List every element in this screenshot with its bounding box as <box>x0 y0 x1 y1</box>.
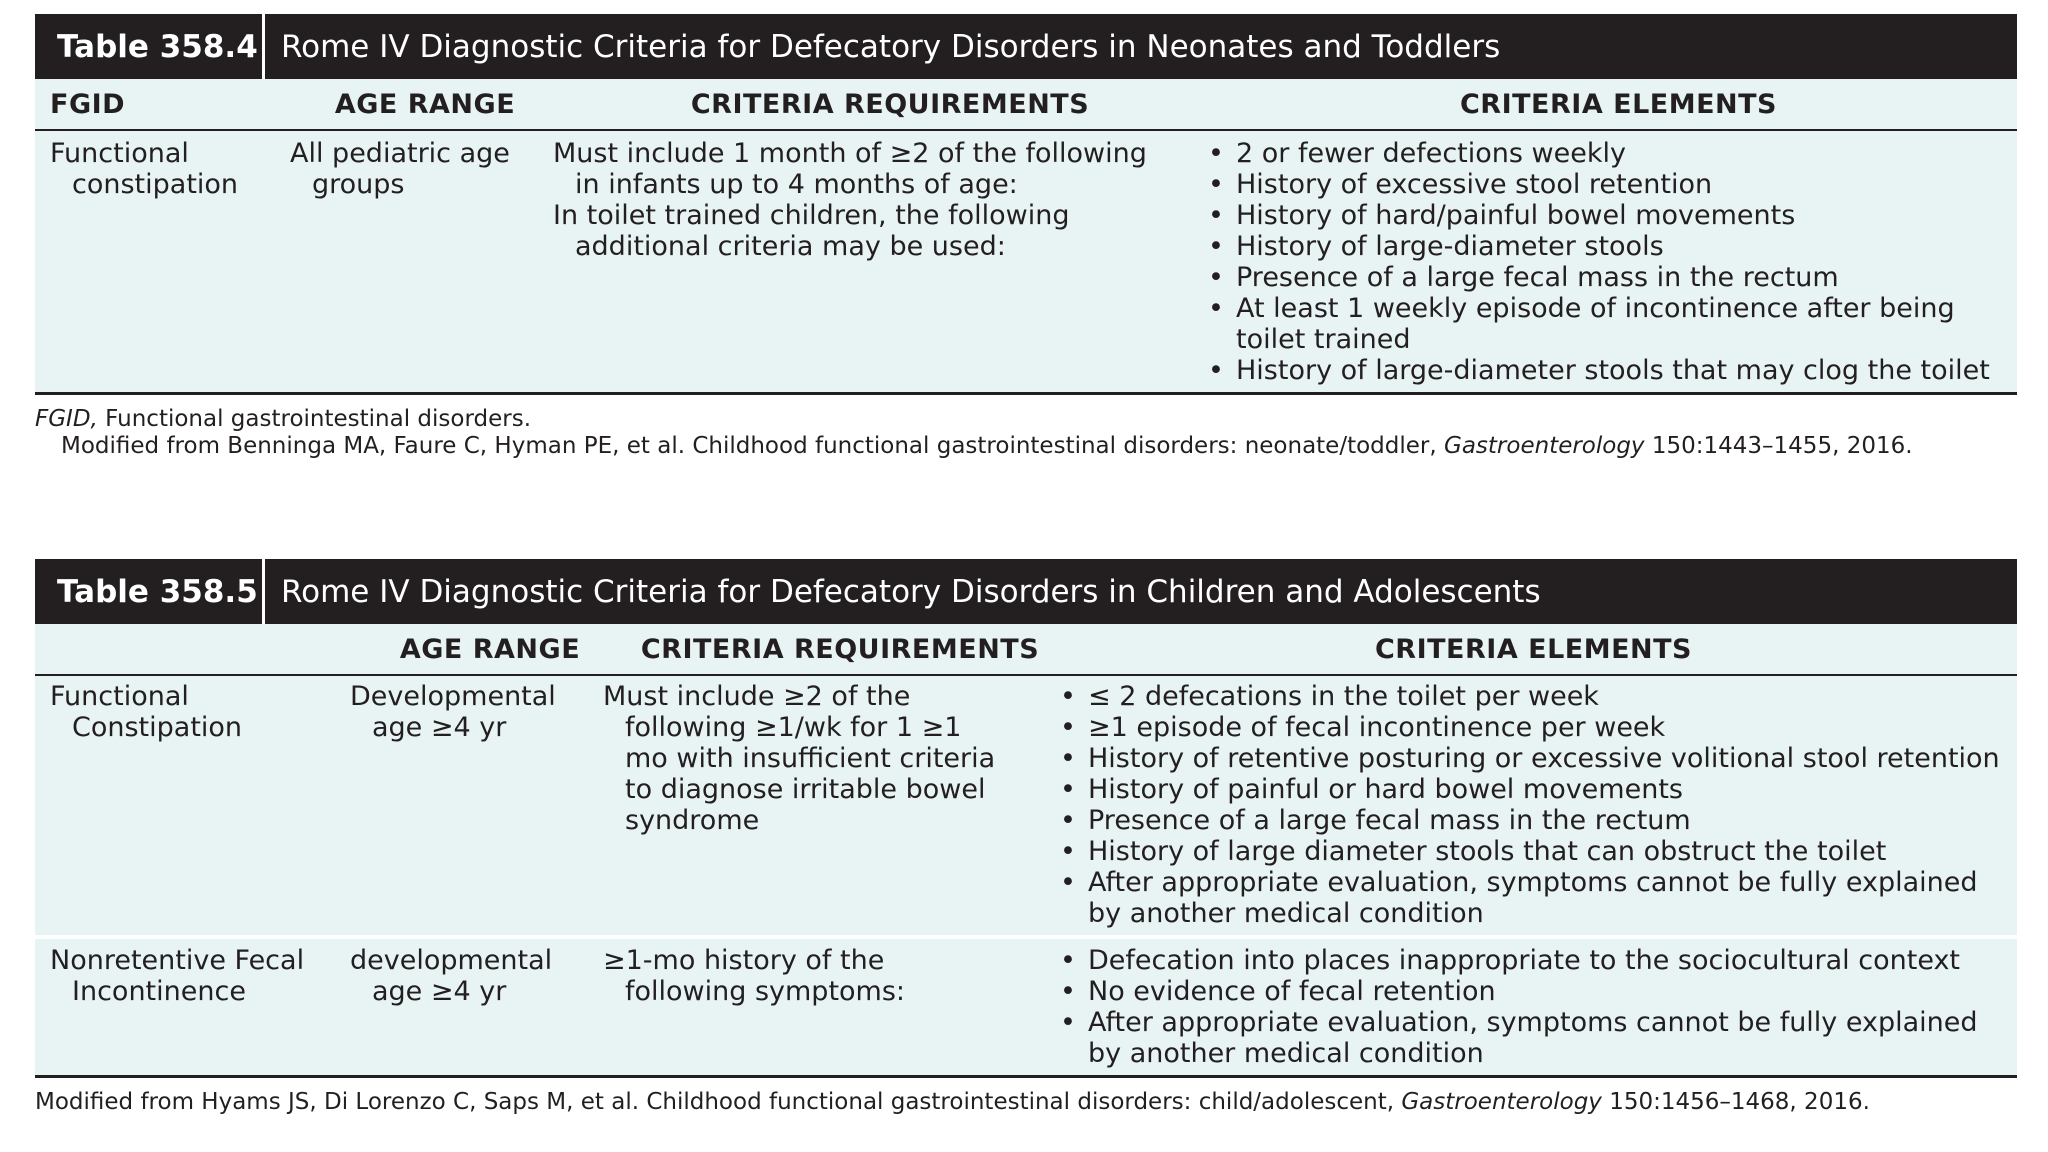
criteria-element-item: • Presence of a large fecal mass in the rectum <box>1058 805 2007 836</box>
criteria-element-item: • History of retentive posturing or excessive volitional stool retention <box>1058 743 2007 774</box>
source-text: Modified from Hyams JS, Di Lorenzo C, Saps M, et al. Childhood functional gastrointestinal disorders: child/adolescent, <box>35 1089 1402 1115</box>
source-text: Modified from Benninga MA, Faure C, Hyman PE, et al. Childhood functional gastrointestinal disorders: neonate/toddler, <box>61 433 1444 459</box>
cell-age-range: All pediatric age groups <box>290 138 510 200</box>
cell-criteria-requirements <box>533 138 1188 386</box>
cell-criteria-requirements: Must include ≥2 of the following ≥1/wk for 1 ≥1 mo with insufficient criteria to diagnose irritable bowel syndrome <box>603 681 996 836</box>
criteria-element-item: • ≥1 episode of fecal incontinence per week <box>1058 712 2007 743</box>
header-criteria-elements: CRITERIA ELEMENTS <box>1459 88 1777 120</box>
table-row <box>35 939 2017 1075</box>
table-header-row <box>35 624 2017 676</box>
cell-fgid: Nonretentive Fecal Incontinence <box>50 945 305 1007</box>
table-number: Table 358.5 <box>35 559 265 624</box>
cell-criteria-requirements: ≥1-mo history of the following symptoms: <box>603 945 906 1007</box>
table-title: Rome IV Diagnostic Criteria for Defecatory Disorders in Neonates and Toddlers <box>281 28 1501 65</box>
criteria-element-item: • ≤ 2 defecations in the toilet per week <box>1058 681 2007 712</box>
header-fgid: FGID <box>50 88 126 120</box>
source-journal: Gastroenterology <box>1401 1089 1602 1115</box>
source-citation: 150:1456–1468, 2016. <box>1601 1089 1870 1115</box>
table-row <box>35 676 2017 935</box>
criteria-element-item: • No evidence of fecal retention <box>1058 976 2007 1007</box>
criteria-requirement-1: Must include 1 month of ≥2 of the following in infants up to 4 months of age: <box>553 138 1147 200</box>
header-criteria-elements: CRITERIA ELEMENTS <box>1374 633 1692 665</box>
table-number: Table 358.4 <box>35 14 265 79</box>
footnote-abbr: FGID, <box>35 406 98 432</box>
criteria-elements-list <box>1058 945 2007 1069</box>
criteria-elements-list <box>1058 681 2007 929</box>
cell-fgid: Functional Constipation <box>50 681 243 743</box>
criteria-element-item: • History of excessive stool retention <box>1206 169 2007 200</box>
table-header-row <box>35 79 2017 131</box>
criteria-element-item: • 2 or fewer defections weekly <box>1206 138 2007 169</box>
cell-criteria-elements <box>1028 681 2017 929</box>
table-body <box>35 624 2017 1078</box>
source-journal: Gastroenterology <box>1444 433 1645 459</box>
header-age-range: AGE RANGE <box>334 88 516 120</box>
cell-age-range: developmental age ≥4 yr <box>350 945 553 1007</box>
criteria-elements-list <box>1206 138 2007 386</box>
table-body <box>35 79 2017 395</box>
criteria-element-item: • History of painful or hard bowel movements <box>1058 774 2007 805</box>
source-note-1 <box>61 433 1913 459</box>
header-age-range: AGE RANGE <box>399 633 581 665</box>
cell-criteria-elements <box>1188 138 2017 386</box>
cell-age-range: Developmental age ≥4 yr <box>350 681 556 743</box>
cell-fgid: Functional constipation <box>50 138 239 200</box>
criteria-requirement-2: In toilet trained children, the following additional criteria may be used: <box>553 200 1070 262</box>
criteria-element-item: • At least 1 weekly episode of incontinence after being toilet trained <box>1206 293 2007 355</box>
table-row <box>35 131 2017 392</box>
footnote-text: Functional gastrointestinal disorders. <box>97 406 532 432</box>
table-358-5 <box>35 559 2017 1078</box>
criteria-element-item: • History of large-diameter stools that may clog the toilet <box>1206 355 2007 386</box>
footnote <box>35 406 531 432</box>
criteria-element-item: • Presence of a large fecal mass in the rectum <box>1206 262 2007 293</box>
criteria-element-item: • History of hard/painful bowel movements <box>1206 200 2007 231</box>
source-citation: 150:1443–1455, 2016. <box>1644 433 1913 459</box>
header-criteria-requirements: CRITERIA REQUIREMENTS <box>690 88 1090 120</box>
source-note-2 <box>35 1089 1870 1115</box>
table-358-4 <box>35 14 2017 395</box>
table-title-bar <box>35 559 2017 624</box>
criteria-element-item: • After appropriate evaluation, symptoms cannot be fully explained by another medical condition <box>1058 1007 2007 1069</box>
header-criteria-requirements: CRITERIA REQUIREMENTS <box>640 633 1040 665</box>
table-title: Rome IV Diagnostic Criteria for Defecatory Disorders in Children and Adolescents <box>281 573 1541 610</box>
table-title-bar <box>35 14 2017 79</box>
criteria-element-item: • After appropriate evaluation, symptoms cannot be fully explained by another medical condition <box>1058 867 2007 929</box>
criteria-element-item: • History of large-diameter stools <box>1206 231 2007 262</box>
criteria-element-item: • Defecation into places inappropriate to the sociocultural context <box>1058 945 2007 976</box>
criteria-element-item: • History of large diameter stools that can obstruct the toilet <box>1058 836 2007 867</box>
cell-criteria-elements <box>1028 945 2017 1069</box>
